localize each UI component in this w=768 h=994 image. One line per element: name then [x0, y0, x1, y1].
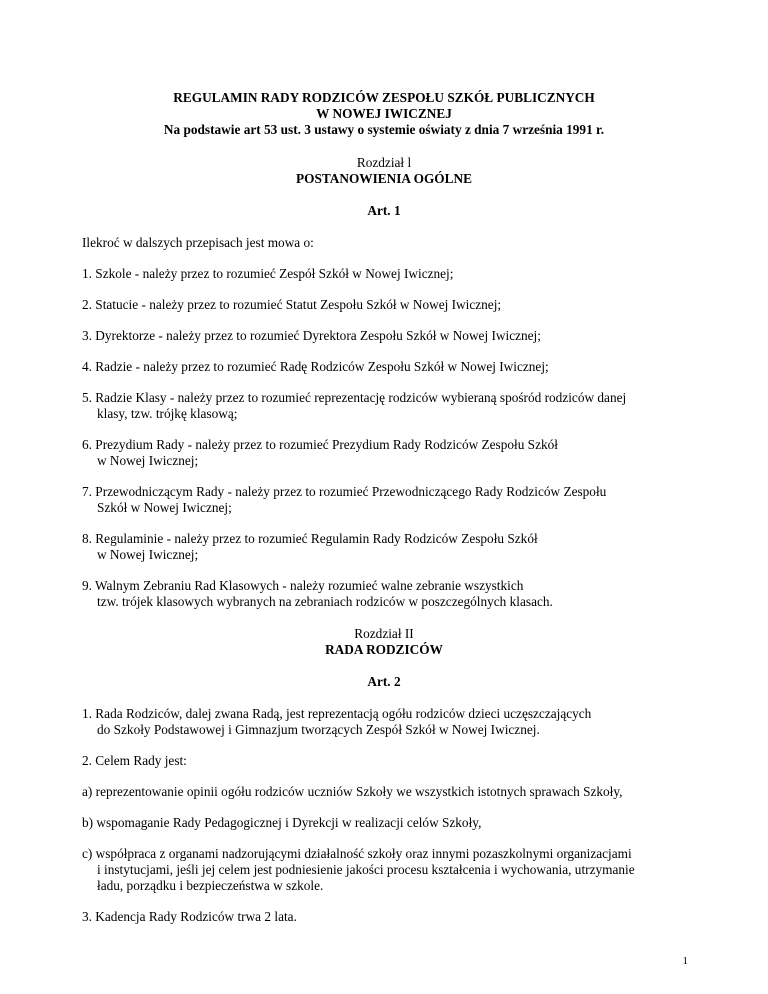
definition-item-continuation: w Nowej Iwicznej;: [97, 547, 199, 562]
article-2-paragraph-1: 1. Rada Rodziców, dalej zwana Radą, jest reprezentacją ogółu rodziców dzieci uczęszczających: [82, 706, 592, 721]
article-2-point-c-continuation: i instytucjami, jeśli jej celem jest podniesienie jakości procesu kształcenia i wychowania, utrzymanie: [97, 862, 635, 877]
definition-item: 7. Przewodniczącym Rady - należy przez to rozumieć Przewodniczącego Rady Rodziców Zespołu: [82, 484, 607, 499]
definition-item: 1. Szkole - należy przez to rozumieć Zespół Szkół w Nowej Iwicznej;: [82, 266, 454, 281]
chapter-2-title: RADA RODZICÓW: [325, 642, 443, 657]
document-title-line-1: REGULAMIN RADY RODZICÓW ZESPOŁU SZKÓŁ PUBLICZNYCH: [173, 90, 595, 105]
definition-item: 9. Walnym Zebraniu Rad Klasowych - należy rozumieć walne zebranie wszystkich: [82, 578, 524, 593]
article-2-point-a: a) reprezentowanie opinii ogółu rodziców uczniów Szkoły we wszystkich istotnych sprawach Szkoły,: [82, 784, 623, 799]
definition-item-continuation: Szkół w Nowej Iwicznej;: [97, 500, 232, 515]
definition-item: 3. Dyrektorze - należy przez to rozumieć Dyrektora Zespołu Szkół w Nowej Iwicznej;: [82, 328, 541, 343]
definition-item: 4. Radzie - należy przez to rozumieć Radę Rodziców Zespołu Szkół w Nowej Iwicznej;: [82, 359, 549, 374]
page-number: 1: [682, 955, 688, 967]
definition-item-continuation: w Nowej Iwicznej;: [97, 453, 199, 468]
definition-item: 8. Regulaminie - należy przez to rozumieć Regulamin Rady Rodziców Zespołu Szkół: [82, 531, 538, 546]
article-1-heading: Art. 1: [367, 203, 401, 218]
definition-item: 6. Prezydium Rady - należy przez to rozumieć Prezydium Rady Rodziców Zespołu Szkół: [82, 437, 558, 452]
document-title-line-2: W NOWEJ IWICZNEJ: [316, 106, 452, 121]
article-2-point-c-continuation: ładu, porządku i bezpieczeństwa w szkole.: [97, 878, 324, 893]
article-1-intro: Ilekroć w dalszych przepisach jest mowa o:: [82, 235, 314, 250]
chapter-1-label: Rozdział l: [356, 155, 412, 170]
chapter-2-label: Rozdział II: [354, 626, 414, 641]
article-2-paragraph-2: 2. Celem Rady jest:: [82, 753, 187, 768]
article-2-point-c: c) współpraca z organami nadzorującymi działalność szkoły oraz innymi pozaszkolnymi organizacjami: [82, 846, 632, 861]
article-2-point-b: b) wspomaganie Rady Pedagogicznej i Dyrekcji w realizacji celów Szkoły,: [82, 815, 482, 830]
article-2-paragraph-1-continuation: do Szkoły Podstawowej i Gimnazjum tworzących Zespół Szkół w Nowej Iwicznej.: [97, 722, 540, 737]
definition-item-continuation: klasy, tzw. trójkę klasową;: [97, 406, 238, 421]
article-2-paragraph-3: 3. Kadencja Rady Rodziców trwa 2 lata.: [82, 909, 297, 924]
article-2-heading: Art. 2: [367, 674, 401, 689]
definition-item: 2. Statucie - należy przez to rozumieć Statut Zespołu Szkół w Nowej Iwicznej;: [82, 297, 502, 312]
chapter-1-title: POSTANOWIENIA OGÓLNE: [296, 171, 472, 186]
document-legal-basis: Na podstawie art 53 ust. 3 ustawy o systemie oświaty z dnia 7 września 1991 r.: [163, 122, 605, 137]
definition-item-continuation: tzw. trójek klasowych wybranych na zebraniach rodziców w poszczególnych klasach.: [97, 594, 553, 609]
definition-item: 5. Radzie Klasy - należy przez to rozumieć reprezentację rodziców wybieraną spośród rodziców danej: [82, 390, 627, 405]
